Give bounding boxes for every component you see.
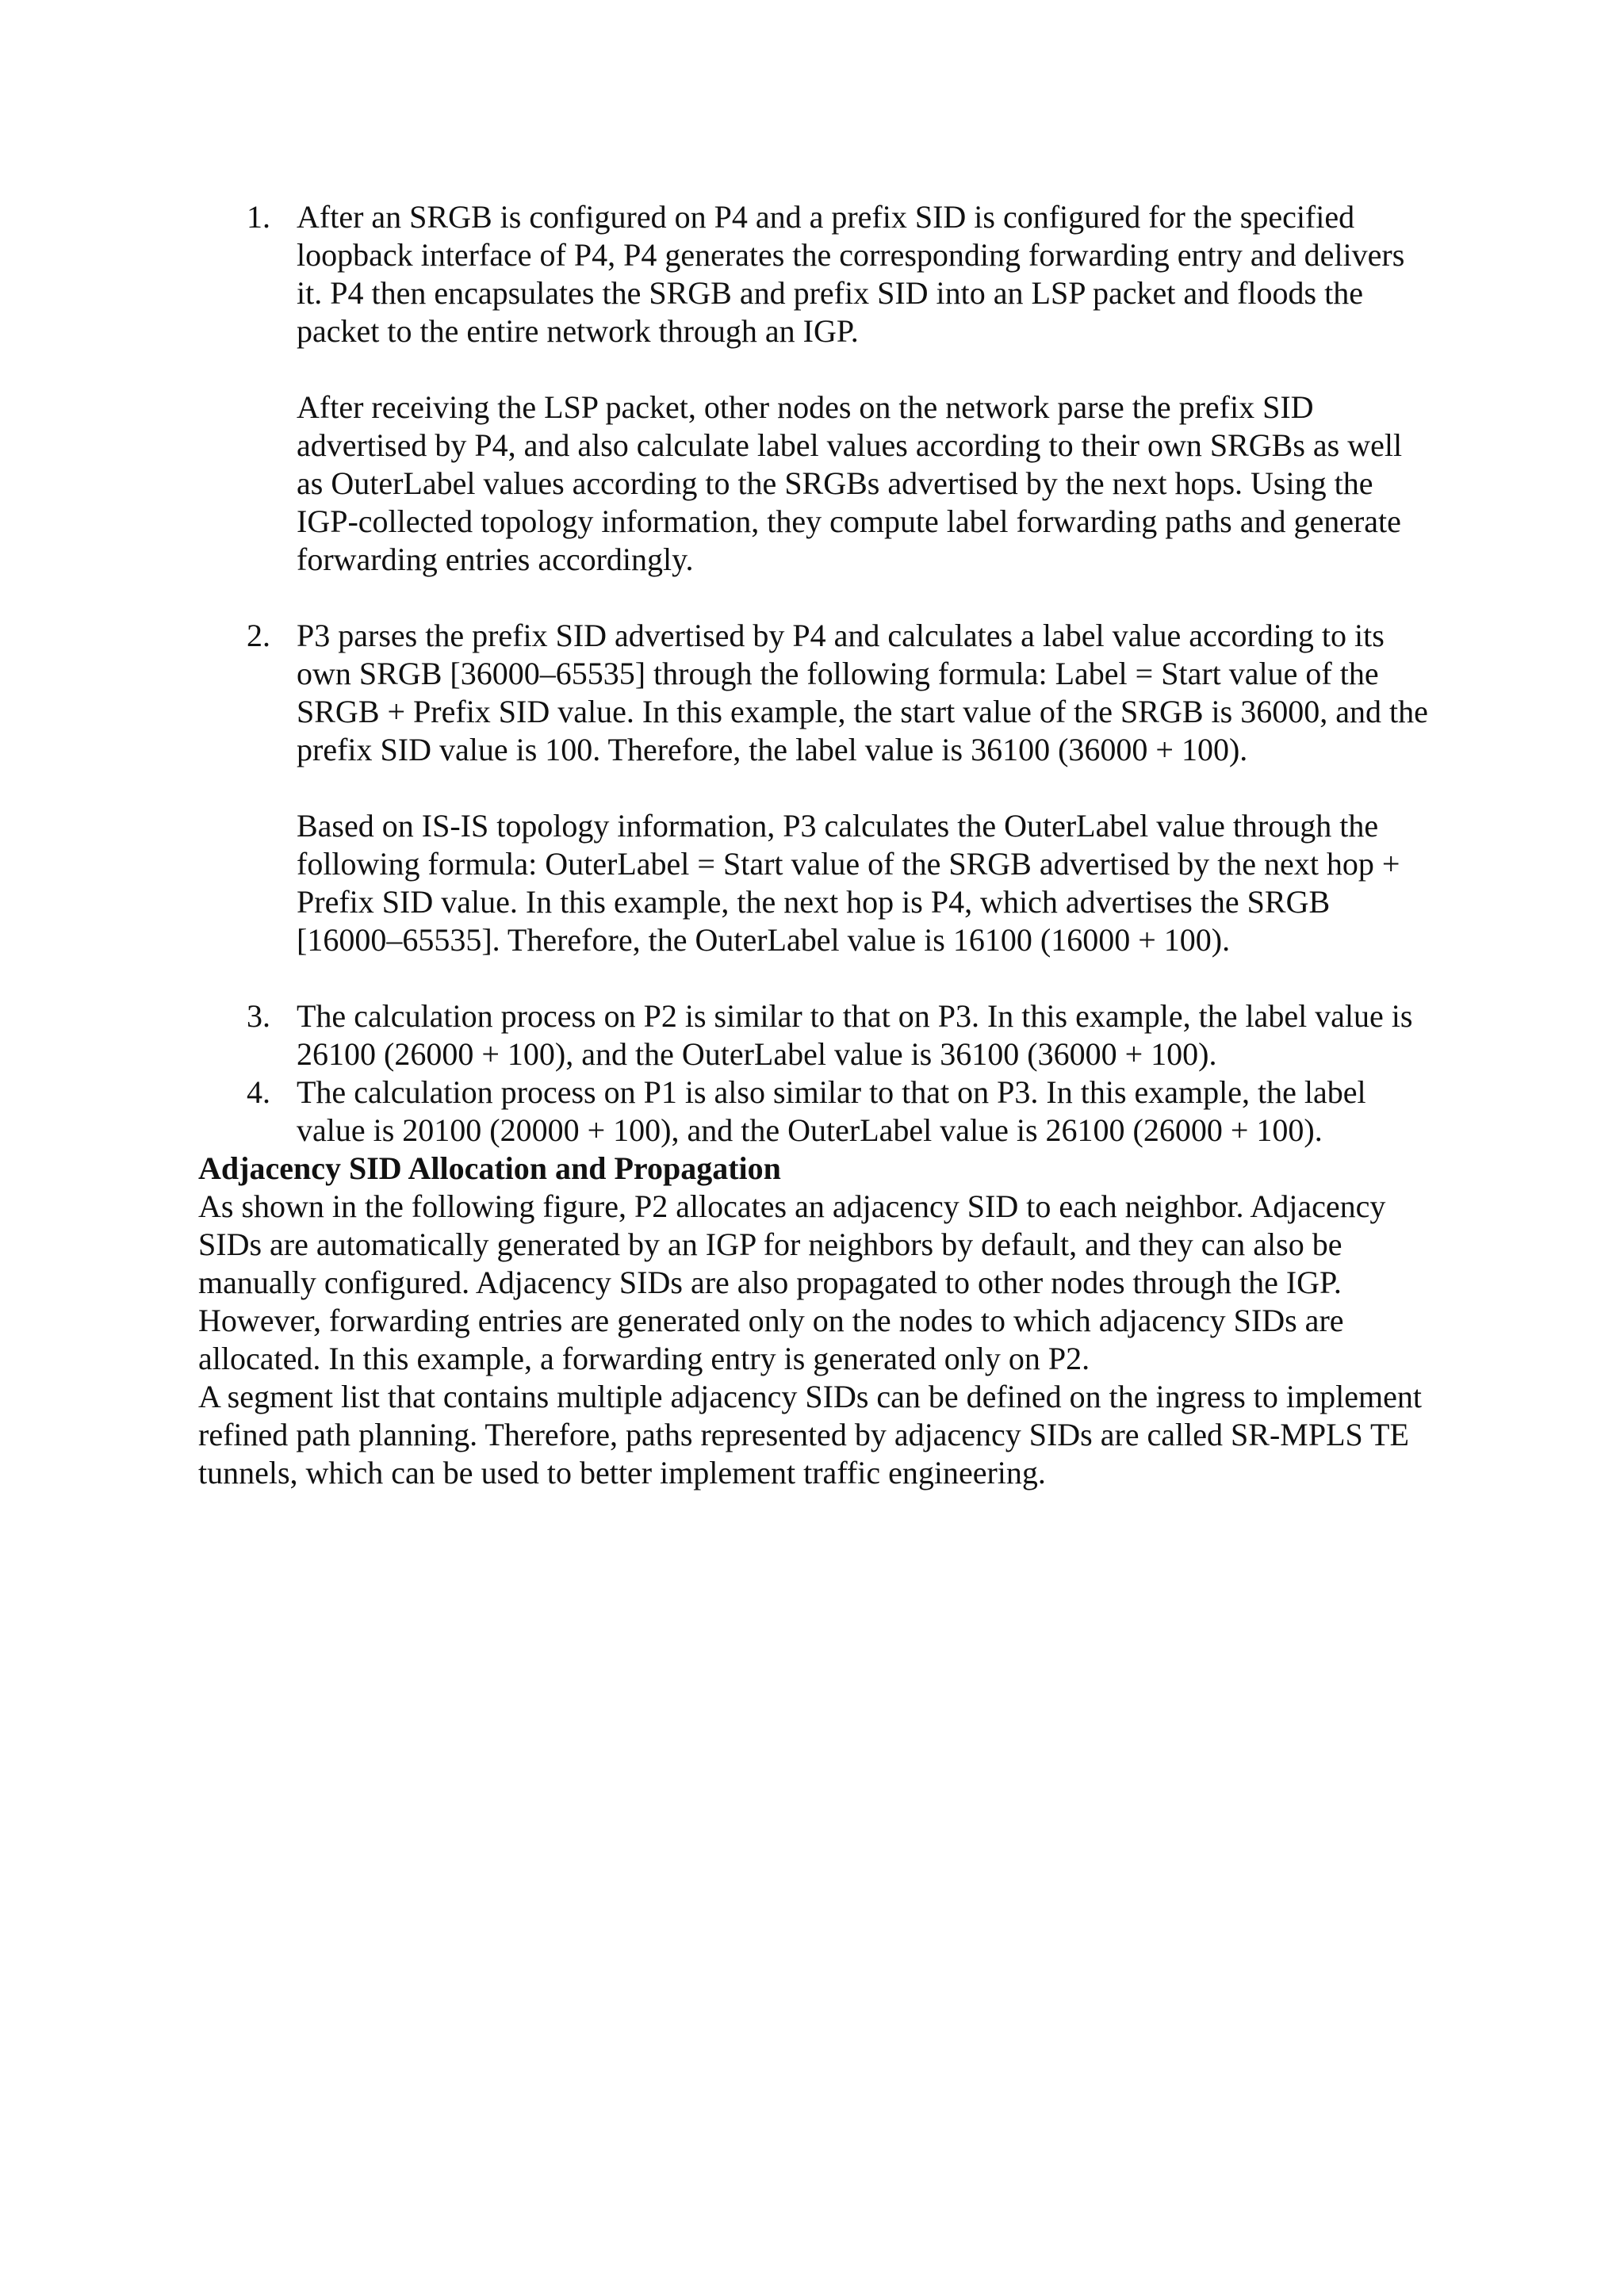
list-item-2-paragraph-1: P3 parses the prefix SID advertised by P4 and calculates a label value according to its own SRGB [36000–65535] through the following formula: Label = Start value of the SRGB + Prefix SID value. In this example, the start value of the SRGB is 36000, and the prefix SID value is 100. Therefore, the label value is 36100 (36000 + 100). — [297, 618, 1428, 767]
list-item-3 — [198, 997, 1435, 1073]
body-paragraph-1: As shown in the following figure, P2 allocates an adjacency SID to each neighbor. Adjacency SIDs are automatically generated by an IGP for neighbors by default, and they can also be manually configured. Adjacency SIDs are also propagated to other nodes through the IGP. However, forwarding entries are generated only on the nodes to which adjacency SIDs are allocated. In this example, a forwarding entry is generated only on P2. — [198, 1188, 1386, 1376]
list-item-2 — [198, 617, 1435, 959]
list-item-3-paragraph-1: The calculation process on P2 is similar to that on P3. In this example, the label value is 26100 (26000 + 100), and the OuterLabel value is 36100 (36000 + 100). — [297, 998, 1413, 1072]
list-item-4 — [198, 1073, 1435, 1150]
list-item-1-paragraph-1: After an SRGB is configured on P4 and a prefix SID is configured for the specified loopback interface of P4, P4 generates the corresponding forwarding entry and delivers it. P4 then encapsulates the SRGB and prefix SID into an LSP packet and floods the packet to the entire network through an IGP. — [297, 199, 1405, 349]
list-item-4-paragraph-1: The calculation process on P1 is also similar to that on P3. In this example, the label value is 20100 (20000 + 100), and the OuterLabel value is 26100 (26000 + 100). — [297, 1074, 1366, 1148]
list-number: 4. — [247, 1074, 270, 1110]
section-heading: Adjacency SID Allocation and Propagation — [198, 1150, 781, 1186]
document-content — [198, 198, 1435, 1492]
numbered-list — [198, 198, 1435, 1150]
list-item-1-paragraph-2: After receiving the LSP packet, other nodes on the network parse the prefix SID advertised by P4, and also calculate label values according to their own SRGBs as well as OuterLabel values according to the SRGBs advertised by the next hops. Using the IGP-collected topology information, they compute label forwarding paths and generate forwarding entries accordingly. — [297, 389, 1403, 577]
list-item-2-paragraph-2: Based on IS-IS topology information, P3 calculates the OuterLabel value through the following formula: OuterLabel = Start value of the SRGB advertised by the next hop + Prefix SID value. In this example, the next hop is P4, which advertises the SRGB [16000–65535]. Therefore, the OuterLabel value is 16100 (16000 + 100). — [297, 808, 1400, 958]
body-paragraph-2: A segment list that contains multiple adjacency SIDs can be defined on the ingress to implement refined path planning. Therefore, paths represented by adjacency SIDs are called SR-MPLS TE tunnels, which can be used to better implement traffic engineering. — [198, 1379, 1422, 1490]
list-number: 2. — [247, 618, 270, 653]
list-item-1 — [198, 198, 1435, 579]
list-number: 1. — [247, 199, 270, 235]
list-number: 3. — [247, 998, 270, 1034]
